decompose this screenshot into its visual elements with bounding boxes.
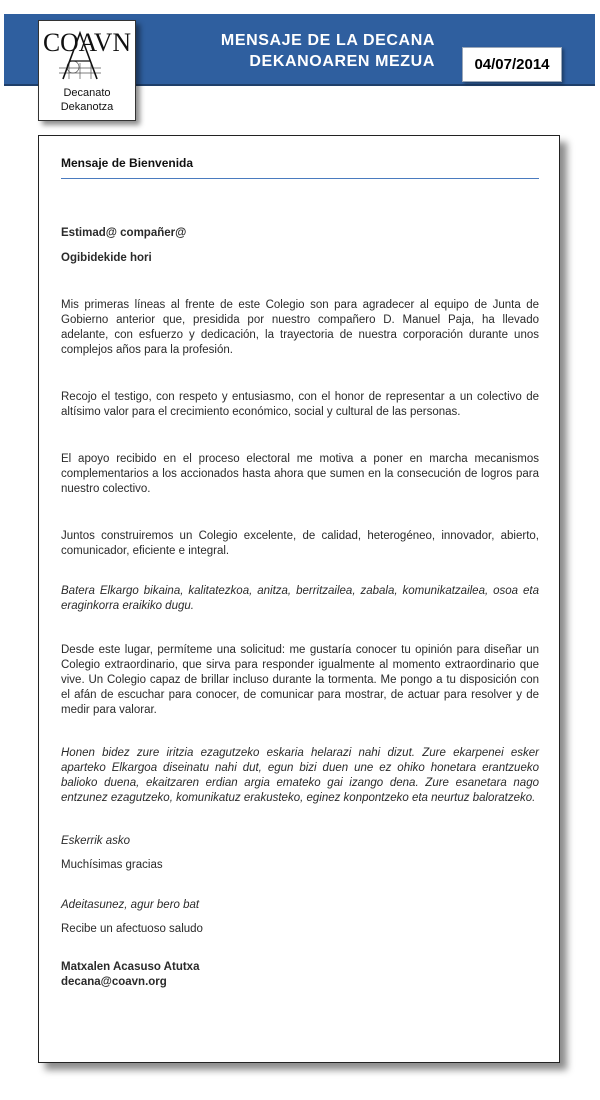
paragraph-eu: Honen bidez zure iritzia ezagutzeko eskaria helarazi nahi dizut. Zure ekarpenei esker aparteko Elkargoa diseinatu nahi dut, egun bizi duen une ez ohiko honetara erantzueko balioko duena, ekaitzaren erdian argia emateko gai izango dena. Zure esanetara nago entzunez ezagutzeko, komunikatuz erakusteko, eginez konpontzeko eta neurtuz baloratzeko. xyxy=(61,747,539,804)
paragraph: Desde este lugar, permíteme una solicitud: me gustaría conocer tu opinión para diseñar un Colegio extraordinario, que sirva para responder igualmente al momento extraordinario que vive. Un Colegio capaz de brillar incluso durante la tormenta. Me pongo a tu disposición con el afán de escuchar para conocer, de comunicar para mostrar, de actuar para resolver y de medir para valorar. xyxy=(61,644,539,716)
page-title xyxy=(221,30,435,72)
title-line-eu: DEKANOAREN MEZUA xyxy=(249,53,435,70)
paragraph-eu: Batera Elkargo bikaina, kalitatezkoa, anitza, berritzailea, zabala, komunikatzailea, osoa eta eraginkorra eraikiko dugu. xyxy=(61,585,539,612)
logo-subtitle xyxy=(39,86,135,114)
paragraph: El apoyo recibido en el proceso electoral me motiva a poner en marcha mecanismos complementarios a los accionados hasta ahora que sumen en la consecución de logros para nuestro colectivo. xyxy=(61,453,539,495)
title-line-es: MENSAJE DE LA DECANA xyxy=(220,32,435,49)
letter-card xyxy=(38,135,560,1063)
logo-sub-es: Decanato xyxy=(63,87,111,99)
thanks-eu: Eskerrik asko xyxy=(61,835,131,847)
logo-text: COAVN xyxy=(43,28,132,57)
letter-content xyxy=(61,156,539,990)
paragraph: Juntos construiremos un Colegio excelente, de calidad, heterogéneo, innovador, abierto, comunicador, eficiente e integral. xyxy=(61,530,539,557)
signature-email[interactable]: decana@coavn.org xyxy=(61,976,167,988)
farewell-es: Recibe un afectuoso saludo xyxy=(61,923,203,935)
paragraph: Mis primeras líneas al frente de este Colegio son para agradecer al equipo de Junta de Gobierno anterior que, presidida por nuestro compañero D. Manuel Paja, ha llevado adelante, con esfuerzo y dedicación, la trayectoria de nuestra corporación durante unos complejos años para la profesión. xyxy=(61,299,539,356)
paragraph: Recojo el testigo, con respeto y entusiasmo, con el honor de representar a un colectivo de altísimo valor para el crecimiento económico, social y cultural de las personas. xyxy=(61,391,539,418)
greeting-eu: Ogibidekide hori xyxy=(61,252,152,264)
date-badge: 04/07/2014 xyxy=(462,47,562,82)
logo-sub-eu: Dekanotza xyxy=(60,101,114,113)
thanks-es: Muchísimas gracias xyxy=(61,859,163,871)
signature-name: Matxalen Acasuso Atutxa xyxy=(61,961,200,973)
coavn-logo xyxy=(39,21,135,87)
farewell-eu: Adeitasunez, agur bero bat xyxy=(61,899,200,911)
logo-card xyxy=(38,20,136,121)
greeting-es: Estimad@ compañer@ xyxy=(61,227,187,239)
section-title: Mensaje de Bienvenida xyxy=(61,156,539,179)
